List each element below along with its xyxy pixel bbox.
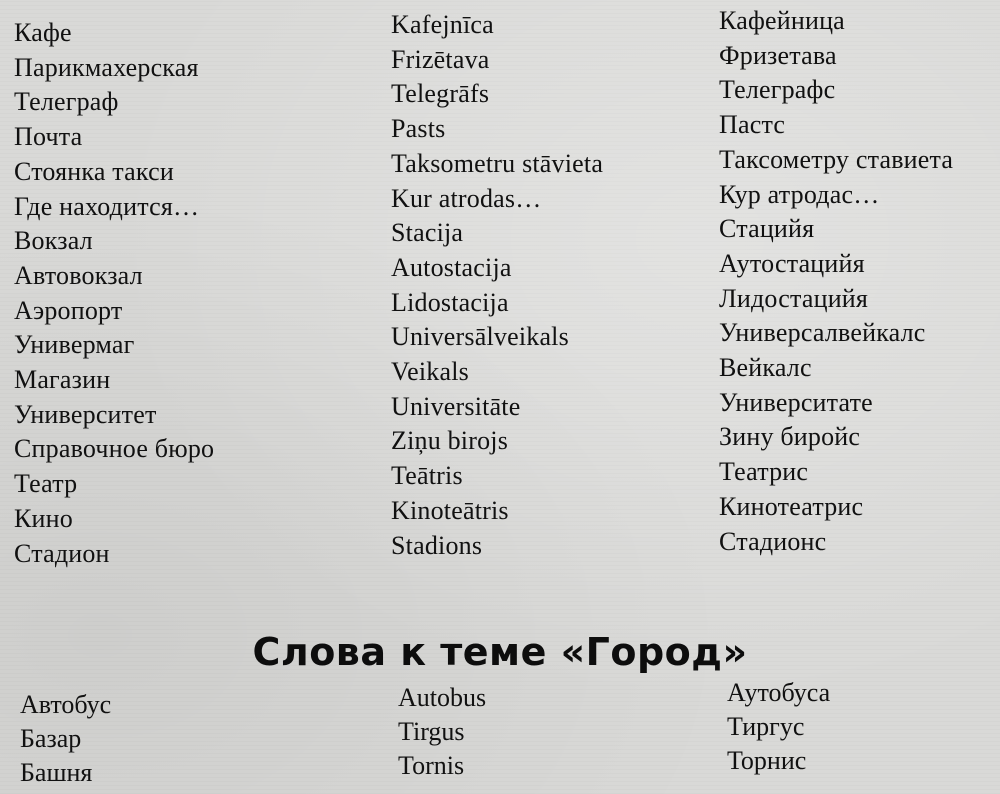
russian-words-column: [14, 16, 214, 571]
pronunciation-word: Пастс: [719, 110, 786, 140]
latvian-word: Autostacija: [391, 252, 512, 282]
pronunciation-word: Фризетава: [719, 40, 837, 70]
russian-word: Аэропорт: [14, 295, 123, 325]
latvian-word: Veikals: [391, 357, 469, 387]
pronunciation-word: Университате: [719, 387, 873, 417]
latvian-word: Lidostacija: [391, 287, 509, 317]
russian-word: Кино: [14, 503, 73, 533]
pronunciation-word: Стадионс: [719, 526, 827, 556]
city-russian-words-column: [20, 688, 111, 790]
latvian-word: Ziņu birojs: [391, 426, 509, 456]
pronunciation-word: Лидостацийя: [719, 283, 869, 313]
pronunciation-word: Кур атродас…: [719, 179, 880, 209]
russian-word: Парикмахерская: [14, 52, 199, 82]
pronunciation-word: Зину биройс: [719, 422, 861, 452]
russian-word: Справочное бюро: [14, 434, 215, 464]
city-latvian-word: Tirgus: [398, 717, 465, 746]
latvian-word: Frizētava: [391, 44, 490, 74]
russian-word: Кафе: [14, 18, 72, 47]
pronunciation-word: Театрис: [719, 457, 809, 487]
city-pronunciation-column: [727, 676, 830, 778]
latvian-word: Kafejnīca: [391, 10, 494, 39]
latvian-word: Telegrāfs: [391, 79, 490, 109]
city-latvian-words-column: [398, 681, 486, 783]
city-russian-word: Базар: [20, 724, 82, 753]
pronunciation-column: [719, 4, 953, 559]
city-pronunciation-word: Торнис: [727, 746, 807, 775]
latvian-word: Stacija: [391, 218, 464, 248]
latvian-word: Pasts: [391, 114, 446, 144]
russian-word: Магазин: [14, 365, 111, 395]
city-latvian-word: Tornis: [398, 751, 465, 780]
city-pronunciation-word: Тиргус: [727, 712, 805, 741]
russian-word: Университет: [14, 399, 157, 429]
city-pronunciation-word: Аутобуса: [727, 678, 831, 707]
russian-word: Стоянка такси: [14, 156, 174, 186]
section-title: Слова к теме «Город»: [252, 630, 748, 674]
latvian-word: Kur atrodas…: [391, 183, 542, 213]
pronunciation-word: Таксометру ставиета: [719, 144, 954, 174]
latvian-word: Teātris: [391, 461, 463, 491]
latvian-word: Stadions: [391, 530, 483, 560]
pronunciation-word: Стацийя: [719, 214, 815, 244]
russian-word: Телеграф: [14, 87, 119, 117]
latvian-word: Universālveikals: [391, 322, 569, 352]
latvian-word: Kinoteātris: [391, 495, 509, 525]
pronunciation-word: Вейкалс: [719, 353, 812, 383]
latvian-words-column: [391, 8, 603, 563]
latvian-word: Universitāte: [391, 391, 521, 421]
city-russian-word: Автобус: [20, 690, 112, 719]
russian-word: Автовокзал: [14, 260, 143, 290]
russian-word: Почта: [14, 122, 83, 152]
russian-word: Где находится…: [14, 191, 200, 221]
russian-word: Театр: [14, 469, 78, 499]
city-russian-word: Башня: [20, 758, 93, 787]
pronunciation-word: Аутостацийя: [719, 248, 865, 278]
city-latvian-word: Autobus: [398, 683, 487, 712]
russian-word: Вокзал: [14, 226, 93, 256]
russian-word: Универмаг: [14, 330, 135, 360]
pronunciation-word: Универсалвейкалс: [719, 318, 926, 348]
pronunciation-word: Телеграфс: [719, 75, 836, 105]
russian-word: Стадион: [14, 538, 110, 568]
latvian-word: Taksometru stāvieta: [391, 148, 604, 178]
pronunciation-word: Кафейница: [719, 6, 845, 35]
pronunciation-word: Кинотеатрис: [719, 491, 864, 521]
